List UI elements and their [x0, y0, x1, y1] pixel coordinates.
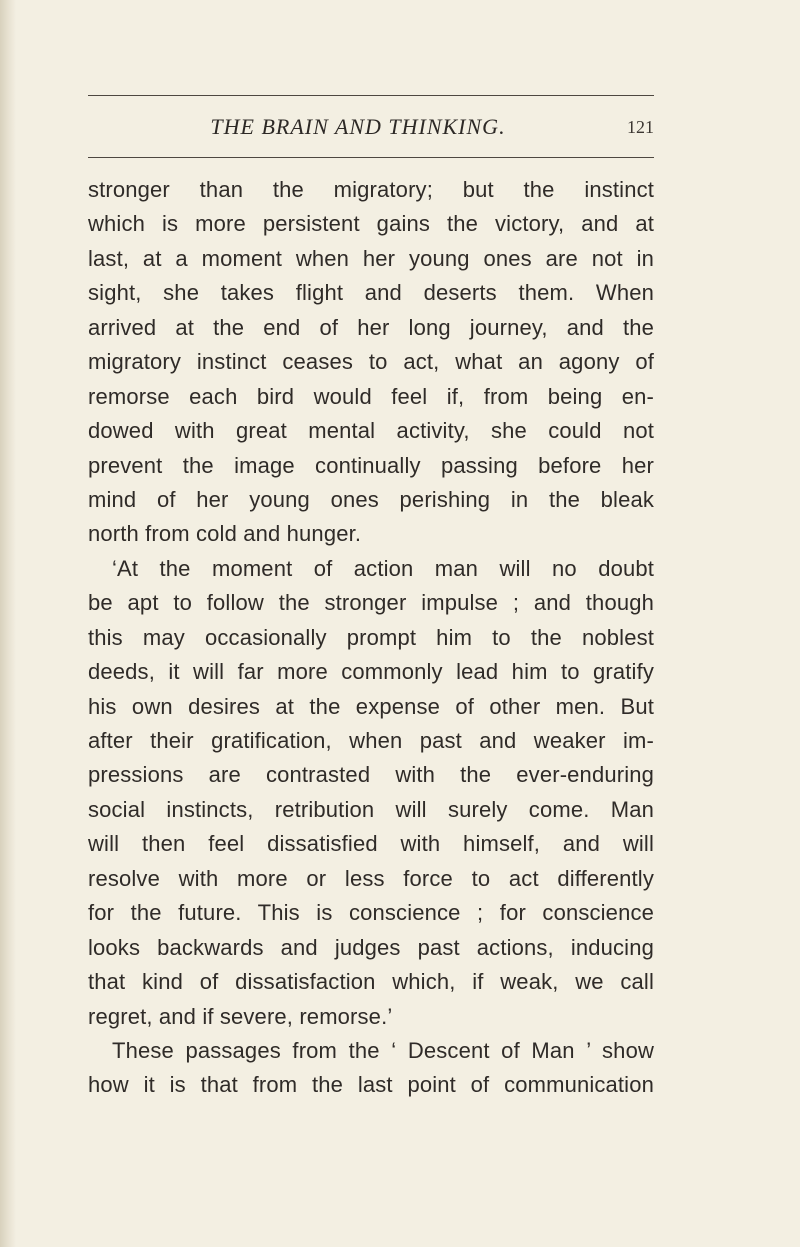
text-line: arrived at the end of her long journey, and the [88, 314, 654, 340]
text-line: These passages from the ‘ Descent of Man ’ show [112, 1037, 654, 1063]
text-line: looks backwards and judges past actions, inducing [88, 934, 654, 960]
text-line: which is more persistent gains the victory, and at [88, 211, 654, 237]
text-line: regret, and if severe, remorse.’ [88, 1003, 393, 1029]
text-line: last, at a moment when her young ones are not in [88, 245, 654, 271]
text-line: his own desires at the expense of other men. But [88, 693, 654, 719]
page-edge-shadow [0, 0, 16, 1247]
text-line: this may occasionally prompt him to the noblest [88, 624, 654, 650]
text-line: be apt to follow the stronger impulse ; and though [88, 590, 654, 616]
text-line: prevent the image continually passing before her [88, 452, 654, 478]
running-title: THE BRAIN AND THINKING. [210, 114, 506, 139]
text-line: ‘At the moment of action man will no doubt [112, 555, 654, 581]
text-line: after their gratification, when past and weaker im- [88, 728, 654, 753]
text-line: sight, she takes flight and deserts them. When [88, 280, 654, 306]
text-line: north from cold and hunger. [88, 521, 362, 547]
body-text [88, 173, 654, 1103]
text-line: remorse each bird would feel if, from being en- [88, 383, 654, 409]
text-line: pressions are contrasted with the ever-enduring [88, 762, 654, 788]
text-line: deeds, it will far more commonly lead him to gratify [88, 659, 654, 685]
text-line: will then feel dissatisfied with himself, and will [88, 831, 654, 857]
text-line: how it is that from the last point of communication [88, 1072, 654, 1098]
text-line: that kind of dissatisfaction which, if weak, we call [88, 969, 654, 995]
text-line: migratory instinct ceases to act, what an agony of [88, 349, 654, 375]
text-line: social instincts, retribution will surely come. Man [88, 796, 654, 822]
text-line: dowed with great mental activity, she could not [88, 418, 654, 444]
page-header [88, 108, 654, 144]
header-bottom-rule [88, 157, 654, 158]
header-top-rule [88, 95, 654, 96]
text-line: stronger than the migratory; but the instinct [88, 177, 654, 202]
text-line: for the future. This is conscience ; for conscience [88, 900, 654, 926]
text-line: resolve with more or less force to act differently [88, 865, 654, 891]
page-number: 121 [627, 117, 654, 137]
text-line: mind of her young ones perishing in the bleak [88, 486, 654, 512]
